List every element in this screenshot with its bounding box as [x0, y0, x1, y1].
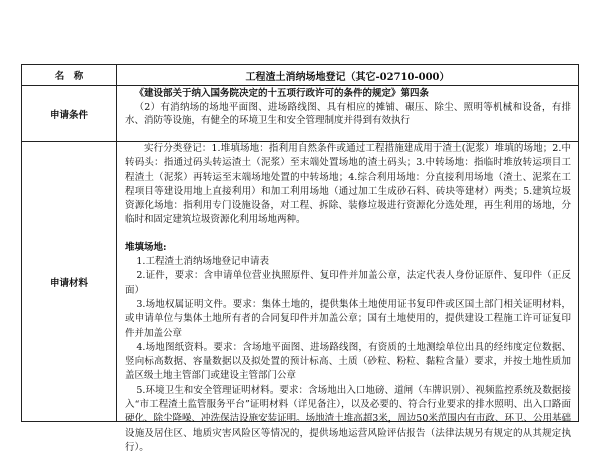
- material-item: 3.场地权属证明文件。要求：集体土地的，提供集体土地使用证书复印件或区国土部门相关证明材料，或申请单位与集体土地所有者的合同复印件并加盖公章；国有土地使用的，提供建设工程施工许可证复印件并加盖公章: [125, 298, 571, 339]
- material-item: 5.环境卫生和安全管理证明材料。要求：含场地出入口地磅、道闸（车牌识别）、视频监控系统及数据接入“市工程渣土监管服务平台”证明材料（详见备注），以及必要的、符合行业要求的排水照明、出入口路面硬化、除尘降噪、冲洗保洁设施安装证明。场地渣土堆高超3米，周边50米范围内有市政、环卫、公用基础设施及居住区、地质灾害风险区等情况的，提供场地运营风险评估报告（法律法规另有规定的从其规定执行）。: [125, 384, 571, 453]
- materials-row: [22, 142, 579, 422]
- materials-label: 申请材料: [22, 142, 117, 422]
- conditions-text: （2）有消纳场的场地平面图、进场路线图、具有相应的摊铺、碾压、除尘、照明等机械和设备，有排水、消防等设施，有健全的环境卫生和安全管理制度并得到有效执行: [125, 101, 571, 126]
- application-info-table: [21, 64, 578, 453]
- classification-intro: 实行分类登记：1.堆填场地：指利用自然条件或通过工程措施建成用于渣土(泥浆）堆填的场地；2.中转码头：指通过码头转运渣土（泥浆）至末端处置场地的渣土码头；3.中转场地：指临时堆放转运项目工程渣土（泥浆）再转运至末端场地处置的中转场地；4.综合利用场地：分直接利用场地（渣土、泥浆在工程项目等建设用地上直接利用）和加工利用场地（通过加工生成砂石料、砖块等建材）两类；5.建筑垃圾资源化场地：指利用专门设施设备，对工程、拆除、装修垃圾进行资源化分选处理，再生利用的场地，分临时和固定建筑垃圾资源化利用场地两种。: [125, 143, 571, 226]
- material-item: 4.场地图纸资料。要求：含场地平面图、进场路线图，有资质的土地测绘单位出具的经纬度定位数据、竖向标高数据、容量数据以及拟处置的预计标高、土质（砂粒、粉粒、黏粒含量）要求，并按土地性质加盖区级土地主管部门或建设主管部门公章: [125, 341, 571, 382]
- name-row: [22, 65, 579, 86]
- conditions-row: [22, 86, 579, 142]
- material-item: 2.证件，要求：含申请单位营业执照原件、复印件并加盖公章，法定代表人身份证原件、复印件（正反面）: [125, 270, 571, 296]
- info-table: [21, 64, 579, 453]
- materials-subheading: 堆填场地:: [125, 241, 167, 253]
- material-item: 1.工程渣土消纳场地登记申请表: [136, 256, 269, 268]
- materials-cell: [117, 142, 579, 453]
- name-label: 名 称: [22, 65, 117, 86]
- conditions-cell: [117, 86, 579, 142]
- item-name-value: 工程渣土消纳场地登记（其它-02710-000）: [117, 65, 579, 86]
- conditions-label: 申请条件: [22, 86, 117, 142]
- materials-content: [125, 142, 571, 453]
- conditions-legal-basis: 《建设部关于纳入国务院决定的十五项行政许可的条件的规定》第四条: [134, 88, 430, 99]
